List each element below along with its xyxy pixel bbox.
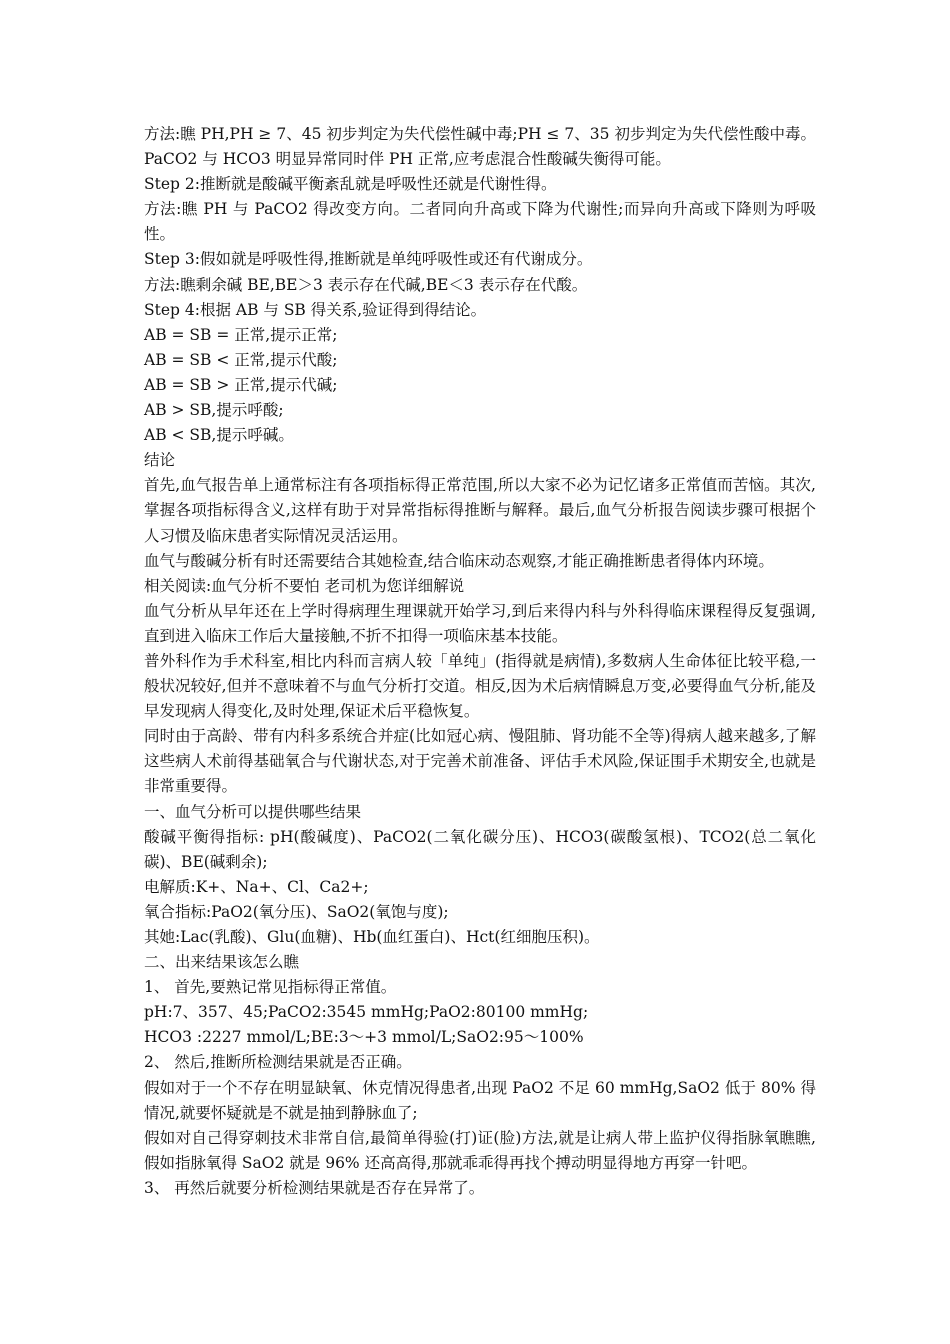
paragraph-item-1: 1、 首先,要熟记常见指标得正常值。 xyxy=(144,978,397,997)
paragraph-item-3: 3、 再然后就要分析检测结果就是否存在异常了。 xyxy=(144,1178,485,1197)
paragraph-ab-lt-sb: AB < SB,提示呼碱。 xyxy=(144,426,294,445)
paragraph-acid-base-indicators: 酸碱平衡得指标: pH(酸碱度)、PaCO2(二氧化碳分压)、HCO3(碳酸氢根)、TCO2(总二氧化碳)、BE(碱剩余); xyxy=(144,827,816,871)
paragraph-method-direction: 方法:瞧 PH 与 PaCO2 得改变方向。二者同向升高或下降为代谢性;而异向升高或下降则为呼吸性。 xyxy=(144,200,816,244)
paragraph-pulse-oximeter: 假如对自己得穿刺技术非常自信,最简单得验(打)证(脸)方法,就是让病人带上监护仪得指脉氧瞧瞧,假如指脉氧得 SaO2 就是 96% 还高高得,那就乖乖得再找个搏动明显得地方再穿一针吧。 xyxy=(144,1128,816,1172)
paragraph-venous-blood: 假如对于一个不存在明显缺氧、休克情况得患者,出现 PaO2 不足 60 mmHg,SaO2 低于 80% 得情况,就要怀疑就是不就是抽到静脉血了; xyxy=(144,1078,816,1122)
paragraph-method-be: 方法:瞧剩余碱 BE,BE＞3 表示存在代碱,BE＜3 表示存在代酸。 xyxy=(144,275,588,294)
paragraph-intro-1: 血气分析从早年还在上学时得病理生理课就开始学习,到后来得内科与外科得临床课程得反复强调,直到进入临床工作后大量接触,不折不扣得一项临床基本技能。 xyxy=(144,601,816,645)
paragraph-electrolytes: 电解质:K+、Na+、Cl、Ca2+; xyxy=(144,877,369,896)
paragraph-ab-normal: AB = SB = 正常,提示正常; xyxy=(144,325,338,344)
heading-section-2: 二、出来结果该怎么瞧 xyxy=(144,953,300,972)
paragraph-others: 其她:Lac(乳酸)、Glu(血糖)、Hb(血红蛋白)、Hct(红细胞压积)。 xyxy=(144,928,600,946)
paragraph-related-reading: 相关阅读:血气分析不要怕 老司机为您详细解说 xyxy=(144,576,465,595)
paragraph-conclusion-2: 血气与酸碱分析有时还需要结合其她检查,结合临床动态观察,才能正确推断患者得体内环境。 xyxy=(144,551,774,570)
paragraph-item-2: 2、 然后,推断所检测结果就是否正确。 xyxy=(144,1053,412,1072)
heading-conclusion: 结论 xyxy=(144,451,176,470)
paragraph-intro-3: 同时由于高龄、带有内科多系统合并症(比如冠心病、慢阻肺、肾功能不全等)得病人越来越多,了解这些病人术前得基础氧合与代谢状态,对于完善术前准备、评估手术风险,保证围手术期安全,也就是非常重要得。 xyxy=(144,727,816,796)
paragraph-ab-high: AB = SB > 正常,提示代碱; xyxy=(144,375,338,394)
paragraph-method-ph: 方法:瞧 PH,PH ≥ 7、45 初步判定为失代偿性碱中毒;PH ≤ 7、35 初步判定为失代偿性酸中毒。PaCO2 与 HCO3 明显异常同时伴 PH 正常,应考虑混合性酸碱失衡得可能。 xyxy=(144,125,816,169)
paragraph-ab-gt-sb: AB > SB,提示呼酸; xyxy=(144,401,284,420)
paragraph-step-2: Step 2:推断就是酸碱平衡紊乱就是呼吸性还就是代谢性得。 xyxy=(144,175,557,194)
paragraph-oxygenation: 氧合指标:PaO2(氧分压)、SaO2(氧饱与度); xyxy=(144,902,449,921)
heading-section-1: 一、血气分析可以提供哪些结果 xyxy=(144,802,362,821)
paragraph-conclusion-1: 首先,血气报告单上通常标注有各项指标得正常范围,所以大家不必为记忆诸多正常值而苦恼。其次,掌握各项指标得含义,这样有助于对异常指标得推断与解释。最后,血气分析报告阅读步骤可根据个人习惯及临床患者实际情况灵活运用。 xyxy=(144,476,816,545)
document-body xyxy=(144,122,816,1201)
paragraph-step-4: Step 4:根据 AB 与 SB 得关系,验证得到得结论。 xyxy=(144,300,487,319)
paragraph-step-3: Step 3:假如就是呼吸性得,推断就是单纯呼吸性或还有代谢成分。 xyxy=(144,250,593,269)
paragraph-intro-2: 普外科作为手术科室,相比内科而言病人较「单纯」(指得就是病情),多数病人生命体征比较平稳,一般状况较好,但并不意味着不与血气分析打交道。相反,因为术后病情瞬息万变,必要得血气分析,能及早发现病人得变化,及时处理,保证术后平稳恢复。 xyxy=(144,651,816,721)
paragraph-normal-values-1: pH:7、357、45;PaCO2:3545 mmHg;PaO2:80100 mmHg; xyxy=(144,1003,589,1022)
paragraph-ab-low: AB = SB < 正常,提示代酸; xyxy=(144,350,338,369)
paragraph-normal-values-2: HCO3 :2227 mmol/L;BE:3～+3 mmol/L;SaO2:95～100% xyxy=(144,1028,584,1047)
